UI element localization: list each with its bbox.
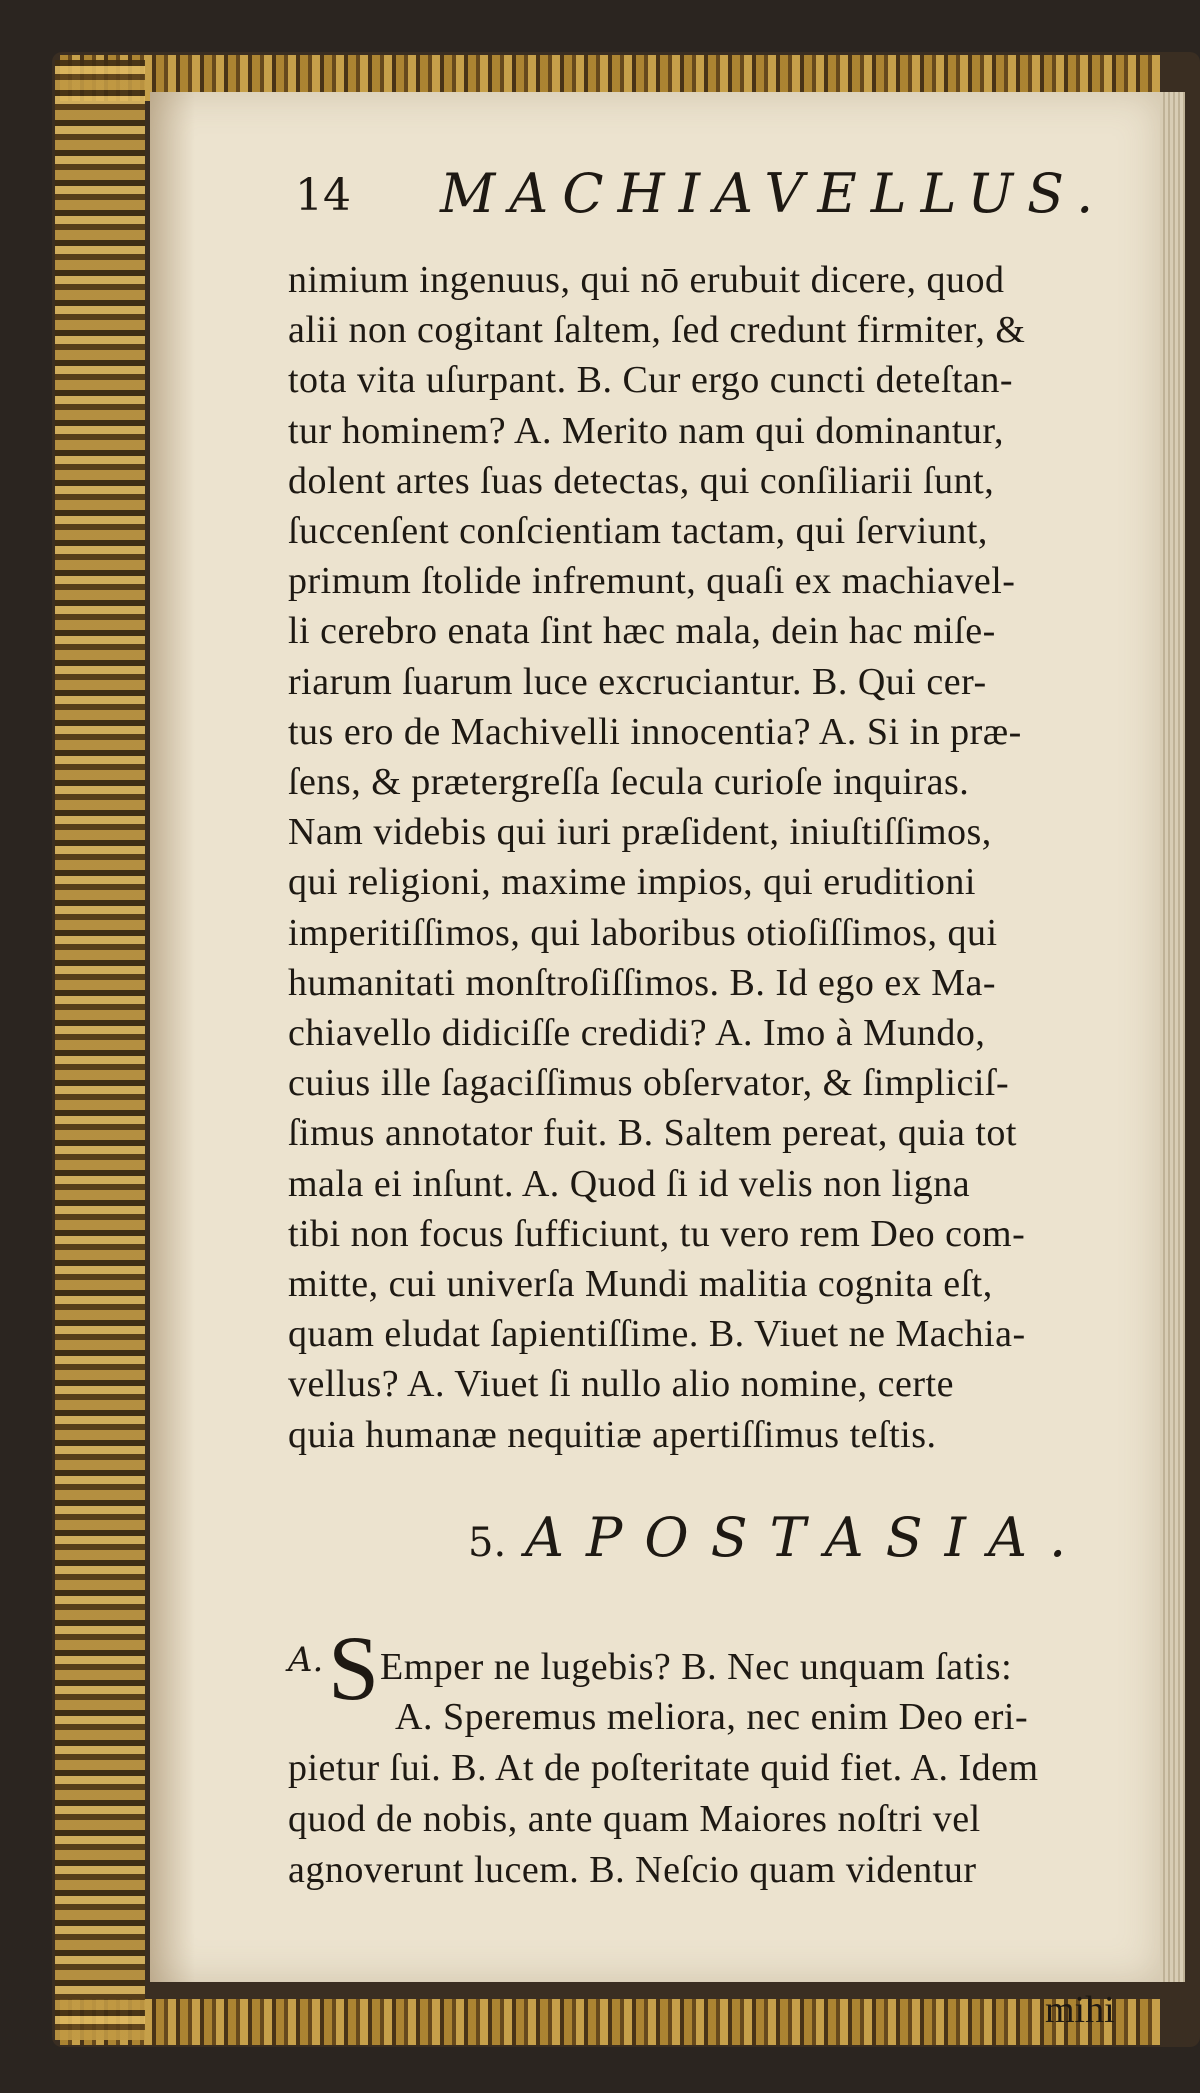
dialogue-line: A. Speremus meliora, nec enim Deo eri- xyxy=(395,1696,1029,1738)
text-line: nimium ingenuus, qui nō erubuit dicere, quod xyxy=(288,259,1005,301)
text-line: ſuccenſent conſcientiam tactam, qui ſerviunt, xyxy=(288,510,988,552)
speaker-label: A. xyxy=(288,1640,324,1680)
text-line: tus ero de Machivelli innocentia? A. Si in præ- xyxy=(288,710,1022,753)
section-title: APOSTASIA. xyxy=(525,1506,1089,1569)
text-line: quam eludat ſapientiſſime. B. Viuet ne Machia- xyxy=(288,1313,1026,1356)
text-line: mitte, cui univerſa Mundi malitia cognita eſt, xyxy=(288,1263,993,1305)
dialogue-line: agnoverunt lucem. B. Neſcio quam videntur xyxy=(288,1849,977,1891)
text-line: humanitati monſtroſiſſimos. B. Id ego ex Ma- xyxy=(288,961,997,1004)
text-line: li cerebro enata ſint hæc mala, dein hac miſe- xyxy=(288,610,996,653)
page-number: 14 xyxy=(295,170,351,221)
text-line: chiavello didiciſſe credidi? A. Imo à Mundo, xyxy=(288,1012,986,1054)
text-line: tur hominem? A. Merito nam qui dominantur, xyxy=(288,409,1005,452)
text-line: vellus? A. Viuet ſi nullo alio nomine, certe xyxy=(288,1363,954,1406)
text-line: mala ei inſunt. A. Quod ſi id velis non ligna xyxy=(288,1162,971,1205)
text-line: tota vita uſurpant. B. Cur ergo cuncti deteſtan- xyxy=(288,359,1014,402)
text-line: Nam videbis qui iuri præſident, iniuſtiſſimos, xyxy=(288,811,992,854)
dialogue-line: pietur ſui. B. At de poſteritate quid fiet. A. Idem xyxy=(288,1747,1039,1789)
text-line: primum ſtolide infremunt, quaſi ex machiavel- xyxy=(288,560,1016,603)
text-line: dolent artes ſuas detectas, qui conſiliarii ſunt, xyxy=(288,459,995,502)
section-number: 5. xyxy=(468,1520,507,1566)
text-line: imperitiſſimos, qui laboribus otioſiſſimos, qui xyxy=(288,911,998,954)
dialogue-line: quod de nobis, ante quam Maiores noſtri vel xyxy=(288,1798,981,1840)
drop-cap: S xyxy=(328,1617,380,1719)
running-title: MACHIAVELLUS. xyxy=(440,162,1108,225)
text-line: ſimus annotator fuit. B. Saltem pereat, quia tot xyxy=(288,1112,1017,1155)
text-line: riarum ſuarum luce excruciantur. B. Qui cer- xyxy=(288,660,987,703)
text-line: cuius ille ſagaciſſimus obſervator, & ſimpliciſ- xyxy=(288,1062,1010,1105)
catchword: mihi xyxy=(1045,1989,1115,2031)
dialogue-line: Emper ne lugebis? B. Nec unquam ſatis: xyxy=(380,1646,1013,1688)
text-line: ſens, & prætergreſſa ſecula curioſe inquiras. xyxy=(288,761,970,803)
text-line: alii non cogitant ſaltem, ſed credunt firmiter, & xyxy=(288,309,1026,352)
text-line: tibi non focus ſufficiunt, tu vero rem Deo com- xyxy=(288,1212,1026,1255)
text-line: qui religioni, maxime impios, qui eruditioni xyxy=(288,861,976,904)
text-line: quia humanæ nequitiæ apertiſſimus teſtis. xyxy=(288,1413,937,1456)
